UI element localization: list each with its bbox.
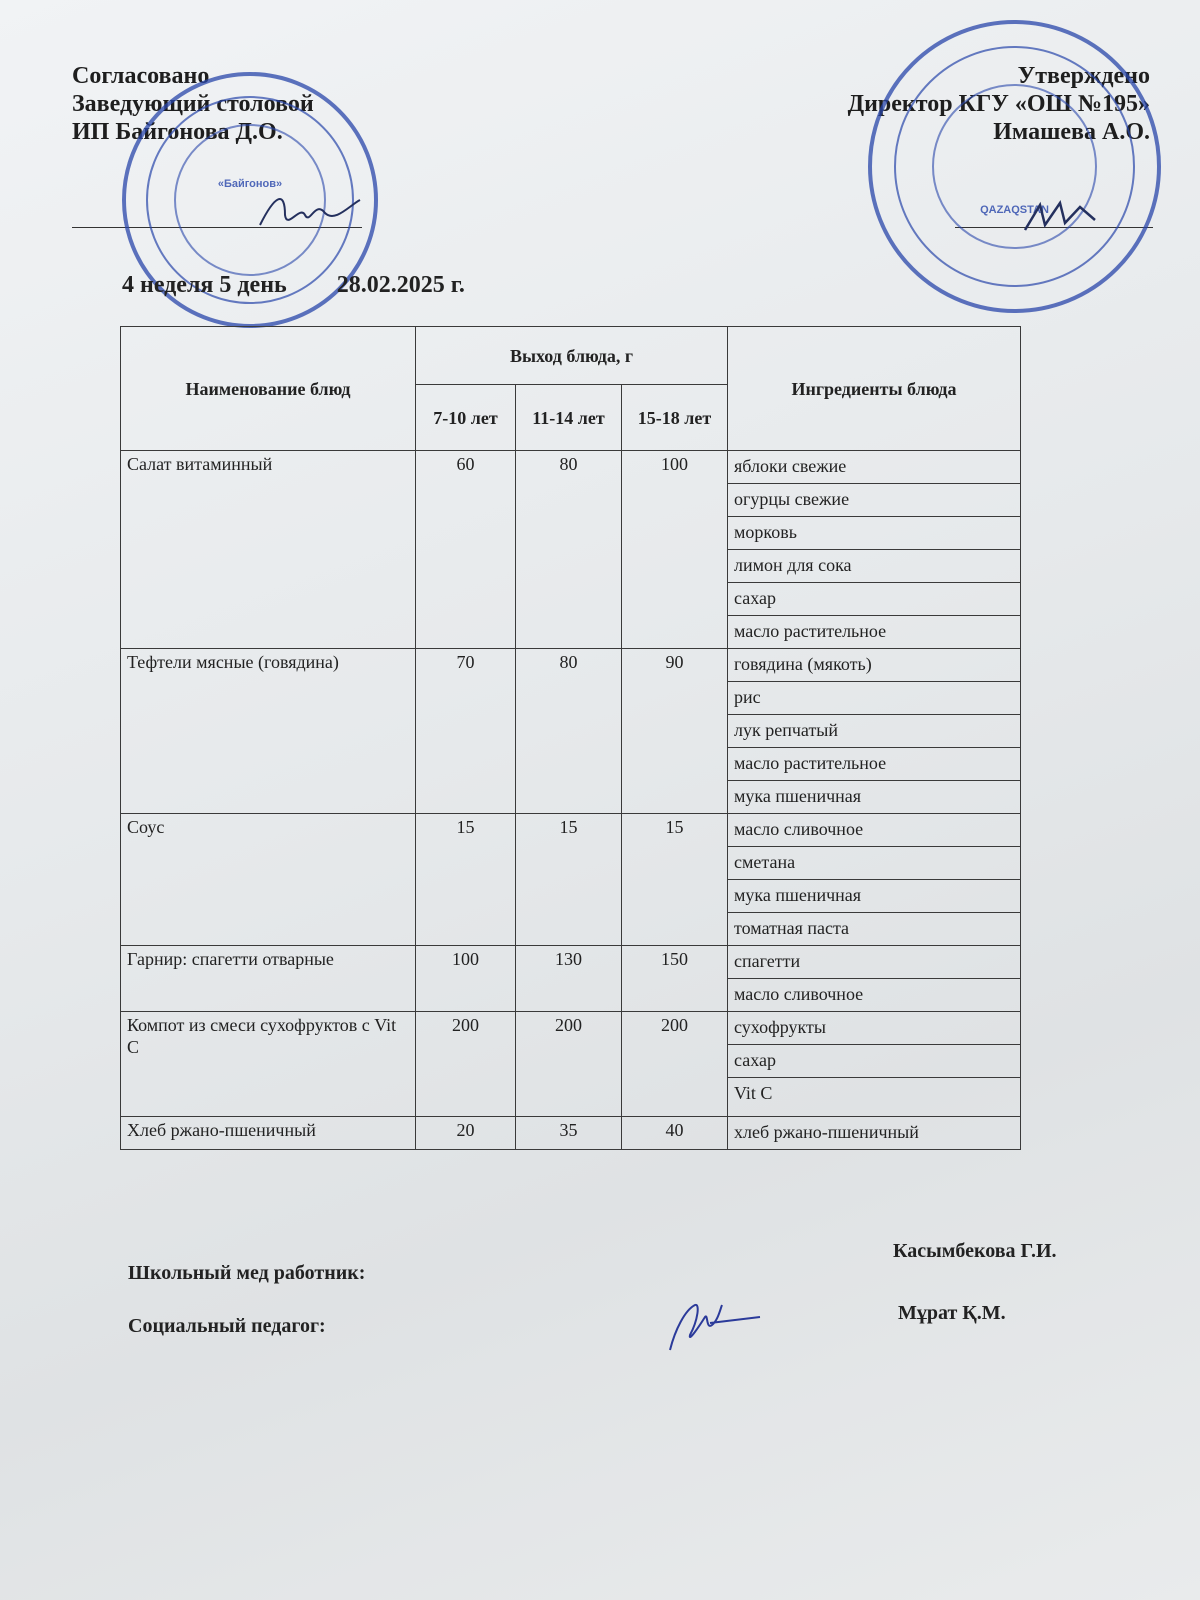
social-pedagog-label: Социальный педагог: — [128, 1315, 326, 1337]
yield-11-14: 35 — [516, 1117, 622, 1150]
med-worker-label: Школьный мед работник: — [128, 1262, 366, 1284]
ingredient: мука пшеничная — [728, 781, 1021, 814]
yield-11-14: 80 — [516, 649, 622, 814]
signature-left-icon — [255, 185, 365, 235]
week-day-label: 4 неделя 5 день — [122, 272, 287, 298]
yield-7-10: 20 — [416, 1117, 516, 1150]
ingredient: сметана — [728, 847, 1021, 880]
yield-15-18: 15 — [622, 814, 728, 946]
canteen-head-title: Заведующий столовой — [72, 91, 314, 117]
header-age-15-18: 15-18 лет — [622, 385, 728, 451]
yield-7-10: 100 — [416, 946, 516, 1012]
header-dish-name: Наименование блюд — [121, 327, 416, 451]
ingredient: сухофрукты — [728, 1012, 1021, 1045]
ingredient: лук репчатый — [728, 715, 1021, 748]
ingredient: Vit C — [728, 1078, 1021, 1117]
stamp-right-text: QAZAQSTAN — [980, 204, 1049, 216]
menu-day-line — [122, 272, 465, 299]
approval-block-left — [72, 62, 314, 146]
ingredient: мука пшеничная — [728, 880, 1021, 913]
header-yield: Выход блюда, г — [416, 327, 728, 385]
ingredient: масло растительное — [728, 748, 1021, 781]
ingredient: морковь — [728, 517, 1021, 550]
header-ingredients: Ингредиенты блюда — [728, 327, 1021, 451]
header-age-7-10: 7-10 лет — [416, 385, 516, 451]
yield-15-18: 40 — [622, 1117, 728, 1150]
med-worker-name: Касымбекова Г.И. — [893, 1240, 1057, 1262]
yield-15-18: 90 — [622, 649, 728, 814]
dish-name: Хлеб ржано-пшеничный — [121, 1117, 416, 1150]
yield-7-10: 15 — [416, 814, 516, 946]
ingredient: говядина (мякоть) — [728, 649, 1021, 682]
ingredient: спагетти — [728, 946, 1021, 979]
yield-15-18: 200 — [622, 1012, 728, 1117]
yield-15-18: 150 — [622, 946, 728, 1012]
yield-7-10: 200 — [416, 1012, 516, 1117]
agreed-label: Согласовано — [72, 63, 210, 89]
yield-7-10: 70 — [416, 649, 516, 814]
ingredient: рис — [728, 682, 1021, 715]
director-name: Имашева А.О. — [993, 119, 1150, 145]
ingredient: лимон для сока — [728, 550, 1021, 583]
stamp-left-text: «Байгонов» — [217, 178, 283, 190]
table-row — [121, 649, 1021, 682]
yield-7-10: 60 — [416, 451, 516, 649]
table-row — [121, 451, 1021, 484]
ingredient: сахар — [728, 1045, 1021, 1078]
dish-name: Тефтели мясные (говядина) — [121, 649, 416, 814]
ingredient: масло сливочное — [728, 979, 1021, 1012]
ingredient: огурцы свежие — [728, 484, 1021, 517]
menu-date: 28.02.2025 г. — [336, 272, 465, 298]
canteen-head-name: ИП Байгонова Д.О. — [72, 119, 283, 145]
approval-block-right — [848, 62, 1150, 146]
dish-name: Гарнир: спагетти отварные — [121, 946, 416, 1012]
ingredient: хлеб ржано-пшеничный — [728, 1117, 1021, 1150]
table-row — [121, 814, 1021, 847]
ingredient: масло сливочное — [728, 814, 1021, 847]
table-row — [121, 1012, 1021, 1045]
ingredient: томатная паста — [728, 913, 1021, 946]
social-pedagog-name: Мұрат Қ.М. — [898, 1302, 1006, 1324]
ingredient: яблоки свежие — [728, 451, 1021, 484]
dish-name: Компот из смеси сухофруктов с Vit C — [121, 1012, 416, 1117]
approved-label: Утверждено — [1017, 63, 1150, 89]
yield-11-14: 15 — [516, 814, 622, 946]
yield-11-14: 200 — [516, 1012, 622, 1117]
menu-table — [120, 326, 1021, 1150]
table-row — [121, 1117, 1021, 1150]
dish-name: Салат витаминный — [121, 451, 416, 649]
yield-11-14: 130 — [516, 946, 622, 1012]
ingredient: сахар — [728, 583, 1021, 616]
table-row — [121, 946, 1021, 979]
yield-11-14: 80 — [516, 451, 622, 649]
yield-15-18: 100 — [622, 451, 728, 649]
director-title: Директор КГУ «ОШ №195» — [847, 91, 1150, 117]
signature-social-icon — [660, 1295, 765, 1355]
dish-name: Соус — [121, 814, 416, 946]
ingredient: масло растительное — [728, 616, 1021, 649]
signature-right-icon — [1020, 195, 1100, 240]
header-age-11-14: 11-14 лет — [516, 385, 622, 451]
